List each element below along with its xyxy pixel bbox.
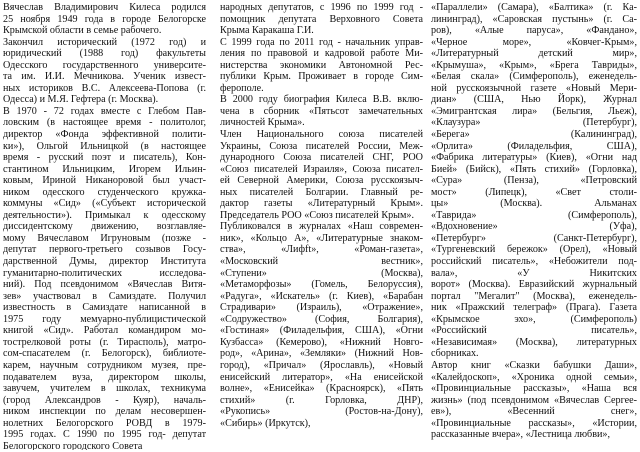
text-line: «Содружество» (София, Болгария), — [220, 313, 423, 325]
text-line: тострелковой роты (г. Тирасполь), матро- — [3, 336, 206, 348]
text-line: род», «Арина», «Земляки» (Нижний Нов- — [220, 348, 423, 360]
text-line: «Вдохновение» (Уфа), — [431, 221, 637, 233]
text-line: та им. И.И. Мечникова. Ученик извест- — [3, 71, 206, 83]
text-line: «Российский писатель», — [431, 325, 637, 337]
text-line: «Сибирь» (Иркутск), — [220, 417, 311, 429]
text-line: Автор книг «Сказки бабушки Даши», — [431, 359, 637, 371]
text-line: «Крымуша», «Крым», «Брега Тавриды», — [431, 59, 637, 71]
text-line: ных историков В.С. Алексеева-Попова (г. — [3, 82, 206, 94]
text-line: вала», «У Никитских — [431, 267, 637, 279]
text-line: «Провинциальные рассказы», «Наша вся — [431, 383, 637, 395]
text-line: «Эмигрантская лира» (Бельгия, Льеж), — [431, 105, 637, 117]
text-line: стихий» (г. Горловка, ДНР), — [220, 394, 423, 406]
text-line: 25 ноября 1949 года в городе Белогорске — [3, 13, 206, 25]
text-line: помощник депутата Верховного Совета — [220, 13, 423, 25]
text-line: деятельности»). Примыкал к одесскому — [3, 209, 206, 221]
text-line: Закончил исторический (1972 год) и — [3, 36, 206, 48]
text-line: дународного Союза писателей СНГ, РОО — [220, 152, 423, 164]
text-line: В 1970 - 72 годах вместе с Глебом Пав- — [3, 105, 206, 117]
text-line: известность в Самиздате написанной в — [3, 302, 206, 314]
text-line: ки»), Ольгой Ильницкой (в настоящее — [3, 140, 206, 152]
text-line: «Союз писателей Израиля», Союза писател- — [220, 163, 423, 175]
text-line: депутат первого-третьего созывов Госу- — [3, 244, 206, 256]
text-line: «Метаморфозы» (Гомель, Белоруссия), — [220, 279, 423, 291]
text-line: «Рукопись» (Ростов-на-Дону), — [220, 406, 423, 418]
text-line: цы» (Москва). Альманах — [431, 198, 637, 210]
text-line: «Черное море», «Ковчег-Крым», — [431, 36, 637, 48]
text-line: чена в сборник «Пятьсот замечательных — [220, 105, 423, 117]
text-line: Публиковался в журналах «Наш современ- — [220, 221, 423, 233]
text-line: Страдивари» (Израиль), «Отражение», — [220, 302, 423, 314]
text-line: диссидентскому движению, возглавляе- — [3, 221, 206, 233]
text-line: книгой «Сид». Работал командиром мо- — [3, 325, 206, 337]
text-line: Украины, Союза писателей России, Меж- — [220, 140, 423, 152]
text-line: личностей Крыма». — [220, 117, 305, 129]
text-line: «Параллели» (Самара), «Балтика» (г. Ка- — [431, 2, 637, 13]
text-line: «Радуга», «Искатель» (г. Киев), «Барабан — [220, 290, 423, 302]
text-line: Вячеслав Владимирович Килеса родился — [3, 2, 206, 13]
text-line: Член Национального союза писателей — [220, 129, 423, 141]
text-column-1 — [3, 2, 206, 450]
text-line: сборниках. — [431, 348, 479, 360]
text-line: «Клаузура» (Петербург), — [431, 117, 637, 129]
text-line: «Сура» (Пенза), «Петровский — [431, 175, 637, 187]
text-line: «Петербург» (Санкт-Петербург), — [431, 232, 637, 244]
text-line: нистерства экономики Автономной Рес- — [220, 59, 423, 71]
text-line: карем, научным сотрудником музея, пре- — [3, 359, 206, 371]
text-line: волне», «Енисейка» (Красноярск), «Пять — [220, 383, 423, 395]
text-line: Одесса) и М.Я. Гефтера (г. Москва). — [3, 94, 159, 106]
text-line: «Тургеневский бережок» (Орел), «Новый — [431, 244, 637, 256]
text-line: жизнь» (под псевдонимом «Вячеслав Сергее- — [431, 394, 637, 406]
text-line: «Берега» (Калининград), — [431, 129, 637, 141]
text-line: ства», «Лифft», «Роман-газета», — [220, 244, 423, 256]
text-line: юридический (1988 год) факультеты — [3, 48, 206, 60]
text-line: В 2000 году биография Килеса В.В. вклю- — [220, 94, 423, 106]
text-line: «Орлита» (Филадельфия, США), — [431, 140, 637, 152]
text-line: рассказанные вчера», «Лестница любви», — [431, 429, 610, 441]
text-line: подавателем вуза, директором школы, — [3, 371, 206, 383]
text-line: время - русский поэт и писатель), Кон- — [3, 152, 206, 164]
text-line: ров), «Алые паруса», «Фандано», — [431, 25, 637, 37]
text-line: «Гостиная» (Филадельфия, США), «Огни — [220, 325, 423, 337]
text-line: ления по правовой и кадровой работе Ми- — [220, 48, 423, 60]
text-line: ником инспекции по делам несовершен- — [3, 406, 206, 418]
text-line: Председатель РОО «Союз писателей Крым». — [220, 209, 414, 221]
text-line: Одесского государственного университе- — [3, 59, 206, 71]
text-line: зев» участвовал в Самиздате. Получил — [3, 290, 206, 302]
text-line: директор «Фонда эффективной полити- — [3, 129, 206, 141]
text-line: Бией» (Бийск), «Пять стихий» (Горловка), — [431, 163, 637, 175]
text-line: «Белая скала» (Симферополь), еженедель- — [431, 71, 637, 83]
text-line: ферополе. — [220, 82, 264, 94]
text-line: дактор газеты «Литературный Крым». — [220, 198, 423, 210]
text-line: мому Вячеславом Игруновым (позже - — [3, 232, 206, 244]
text-line: ловским (в настоящее время - политолог, — [3, 117, 206, 129]
text-line: нолетних Белогорского РОВД в 1979- — [3, 417, 206, 429]
text-line: сом-спасателем (г. Белогорск), библиоте- — [3, 348, 206, 360]
text-line: «Ступени» (Москва), — [220, 267, 423, 279]
text-line: Кузбасса» (Кемерово), «Нижний Новго- — [220, 336, 423, 348]
text-line: «Московский вестник», — [220, 256, 423, 268]
text-line: ев»), «Весенний снег», — [431, 406, 637, 418]
text-line: «Крымское эхо», (Симферополь) — [431, 313, 637, 325]
text-line: «Фабрика литературы» (Киев), «Огни над — [431, 152, 637, 164]
text-line: дарственной Думы, директор Института — [3, 256, 206, 268]
text-line: «Калейдоскоп», «Хроника одной семьи», — [431, 371, 637, 383]
text-line: 1975 году мемуарно-публицистической — [3, 313, 206, 325]
text-column-3 — [431, 2, 637, 450]
text-line: Крыма Каракаша Г.И. — [220, 25, 314, 37]
text-line: завучем, учителем в школах, техникума — [3, 383, 206, 395]
text-line: коммуны «Сид» («Субъект исторической — [3, 198, 206, 210]
text-line: ний). Под псевдонимом «Вячеслав Витя- — [3, 279, 206, 291]
text-line: лининград), «Саровская пустынь» (г. Са- — [431, 13, 637, 25]
text-line: ник», «Кольцо А», «Литературные знаком- — [220, 232, 423, 244]
text-line: 1995 годах. С 1990 по 1995 год- депутат — [3, 429, 206, 441]
text-line: ником одесского студенческого кружка- — [3, 186, 206, 198]
text-line: ных писателей Болгарии. Главный ре- — [220, 186, 423, 198]
text-line: диан» (США, Нью Йорк), Журнал — [431, 94, 637, 106]
text-line: портал "Мегалит" (Москва), еженедель- — [431, 290, 637, 302]
text-line: город), «Причал» (Ярославль), «Новый — [220, 359, 423, 371]
text-line: «Провинциальные рассказы», «Истории, — [431, 417, 637, 429]
text-line: Белогорского городского Совета — [3, 440, 143, 450]
text-line: Крымской области в семье рабочего. — [3, 25, 162, 37]
text-line: «Литературный детский мир», — [431, 48, 637, 60]
text-line: ной русскоязычной газете «Новый Мери- — [431, 82, 637, 94]
text-column-2 — [220, 2, 423, 450]
text-line: ник «Пражский телеграф» (Прага). Газета — [431, 302, 637, 314]
text-line: ворот» (Москва). Евразийский журнальный — [431, 279, 637, 291]
text-line: стантином Ильницким, Игорем Ильин- — [3, 163, 206, 175]
text-line: российский писатель», «Небожители под- — [431, 256, 637, 268]
text-line: гуманитарно-политических исследова- — [3, 267, 206, 279]
text-line: ковым, Ириной Никаноровой был участ- — [3, 175, 206, 187]
text-line: ей Северной Америки, Союза русскоязыч- — [220, 175, 423, 187]
text-line: «Таврида» (Симферополь), — [431, 209, 637, 221]
text-line: публики Крым. Проживает в городе Сим- — [220, 71, 423, 83]
text-line: мост» (Липецк), «Свет столи- — [431, 186, 637, 198]
text-line: «Независимая» (Москва), литературных — [431, 336, 637, 348]
text-line: народных депутатов, с 1996 по 1999 год - — [220, 2, 423, 13]
text-line: С 1999 года по 2011 год - начальник управ- — [220, 36, 423, 48]
text-line: енисейский литератор», «На енисейской — [220, 371, 423, 383]
text-line: (город Александров - Куяр), началь- — [3, 394, 206, 406]
